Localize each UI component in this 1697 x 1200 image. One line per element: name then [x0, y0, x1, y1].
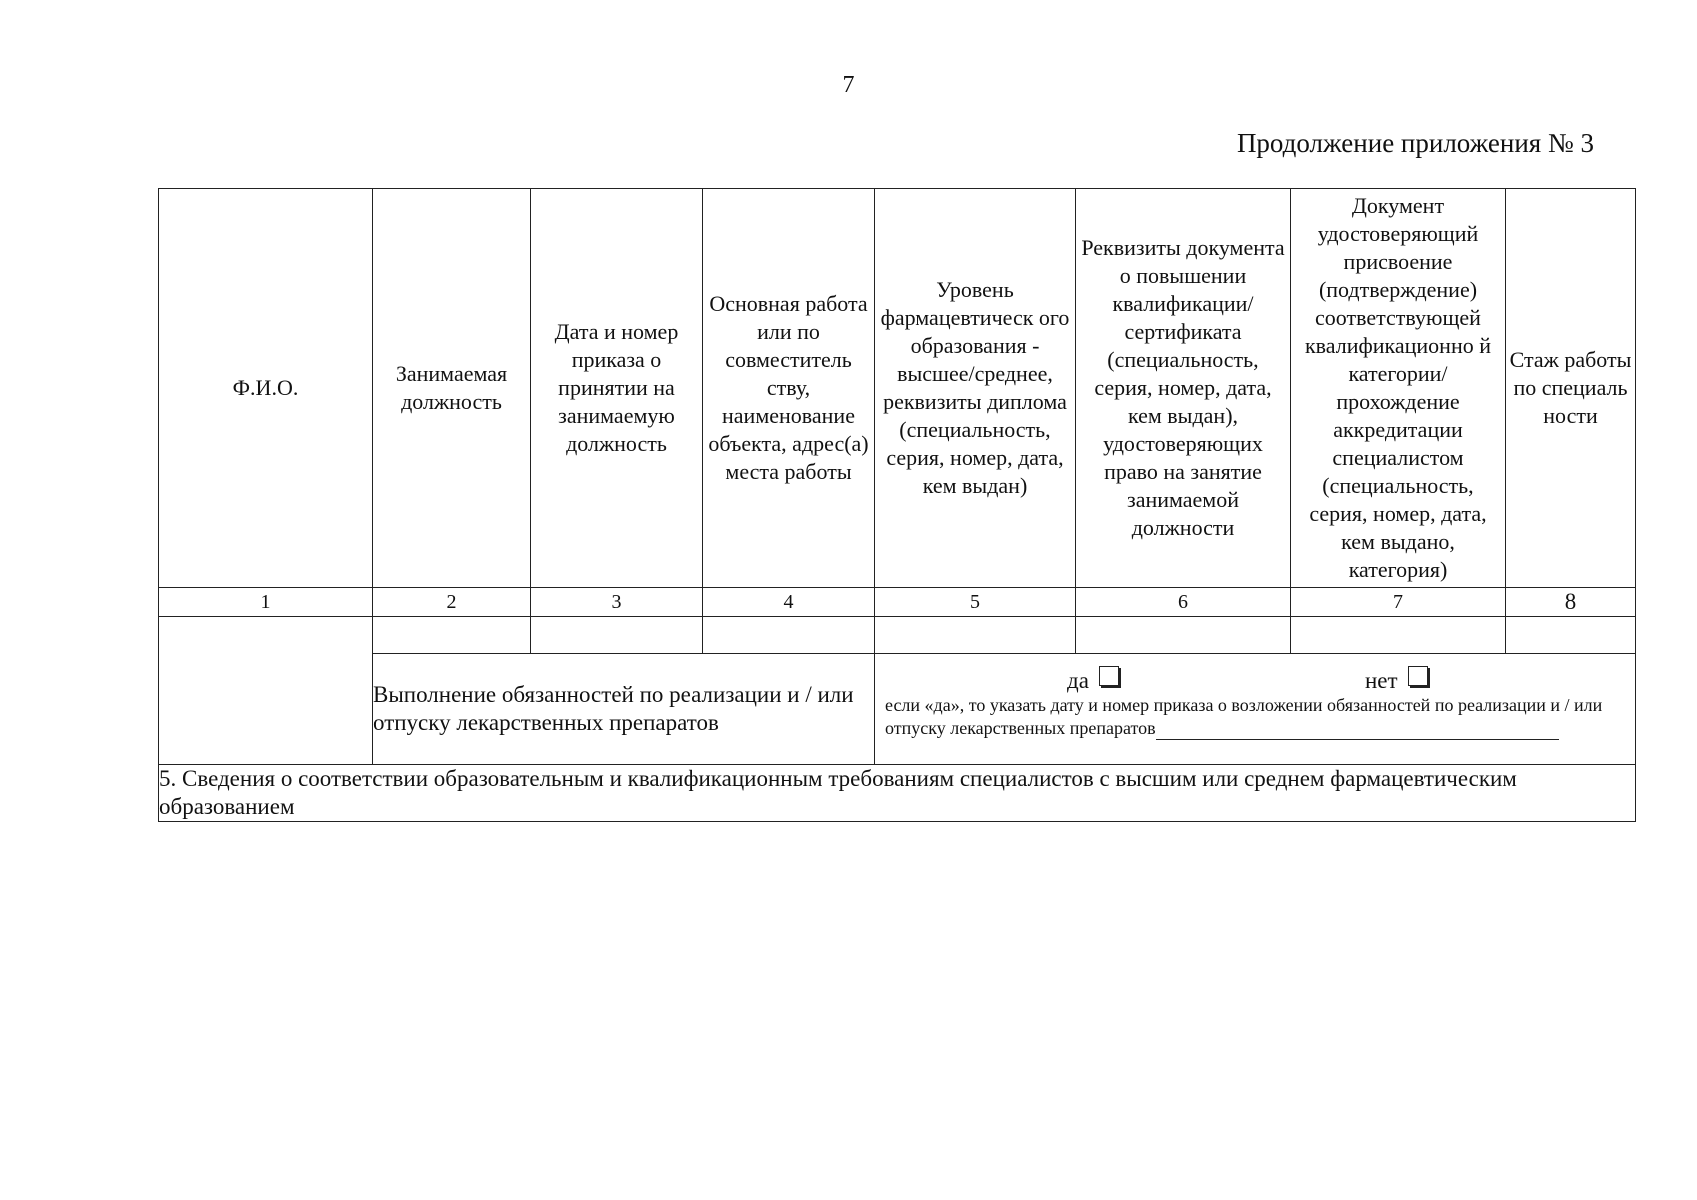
column-number: 7: [1291, 588, 1506, 617]
column-number: 6: [1076, 588, 1291, 617]
experience-cell[interactable]: [1506, 617, 1636, 654]
full-name-cell[interactable]: [159, 617, 373, 765]
column-number: 4: [703, 588, 875, 617]
page-number: 7: [842, 72, 855, 98]
header-education-level: Уровень фармацевтическ ого образования - высшее/среднее, реквизиты диплома (специальность, серия, номер, дата, кем выдан): [875, 189, 1076, 588]
column-number-row: [159, 588, 1636, 617]
instruction-text: если «да», то указать дату и номер приказа о возложении обязанностей по реализации и / или отпуску лекарственных препаратов: [885, 695, 1603, 738]
duties-instruction: [875, 694, 1635, 740]
section-5-heading: 5. Сведения о соответствии образовательным и квалификационным требованиям специалистов с высшим или среднем фармацевтическим образованием: [159, 765, 1636, 822]
order-fill-line[interactable]: [1156, 721, 1559, 740]
position-cell[interactable]: [373, 617, 531, 654]
yes-option[interactable]: [1067, 666, 1119, 694]
header-category-document: Документ удостоверяющий присвоение (подтверждение) соответствующей квалификационно й категории/ прохождение аккредитации специалистом (специальность, серия, номер, дата, кем выдано, категория): [1291, 189, 1506, 588]
header-position: Занимаемая должность: [373, 189, 531, 588]
education-level-cell[interactable]: [875, 617, 1076, 654]
no-option[interactable]: [1365, 666, 1428, 694]
duties-row: [159, 654, 1636, 765]
column-number: 5: [875, 588, 1076, 617]
header-full-name: Ф.И.О.: [159, 189, 373, 588]
column-number: 8: [1506, 588, 1636, 617]
staff-qualification-table: [158, 188, 1636, 822]
yes-no-options: [875, 654, 1635, 694]
yes-label: да: [1067, 668, 1089, 693]
hiring-order-cell[interactable]: [531, 617, 703, 654]
no-checkbox[interactable]: [1408, 666, 1428, 686]
no-label: нет: [1365, 668, 1398, 693]
section-row: [159, 765, 1636, 822]
yes-checkbox[interactable]: [1099, 666, 1119, 686]
column-number: 3: [531, 588, 703, 617]
header-experience: Стаж работы по специаль ности: [1506, 189, 1636, 588]
appendix-title: Продолжение приложения № 3: [1236, 128, 1594, 158]
data-row: [159, 617, 1636, 654]
workplace-cell[interactable]: [703, 617, 875, 654]
column-number: 1: [159, 588, 373, 617]
header-row: [159, 189, 1636, 588]
qualification-document-cell[interactable]: [1076, 617, 1291, 654]
header-qualification-document: Реквизиты документа о повышении квалификации/ сертификата (специальность, серия, номер, дата, кем выдан), удостоверяющих право на занятие занимаемой должности: [1076, 189, 1291, 588]
duties-label: Выполнение обязанностей по реализации и / или отпуску лекарственных препаратов: [373, 654, 875, 765]
header-hiring-order: Дата и номер приказа о принятии на занимаемую должность: [531, 189, 703, 588]
category-document-cell[interactable]: [1291, 617, 1506, 654]
header-workplace: Основная работа или по совместитель ству, наименование объекта, адрес(а) места работы: [703, 189, 875, 588]
column-number: 2: [373, 588, 531, 617]
duties-answer-cell: [875, 654, 1636, 765]
